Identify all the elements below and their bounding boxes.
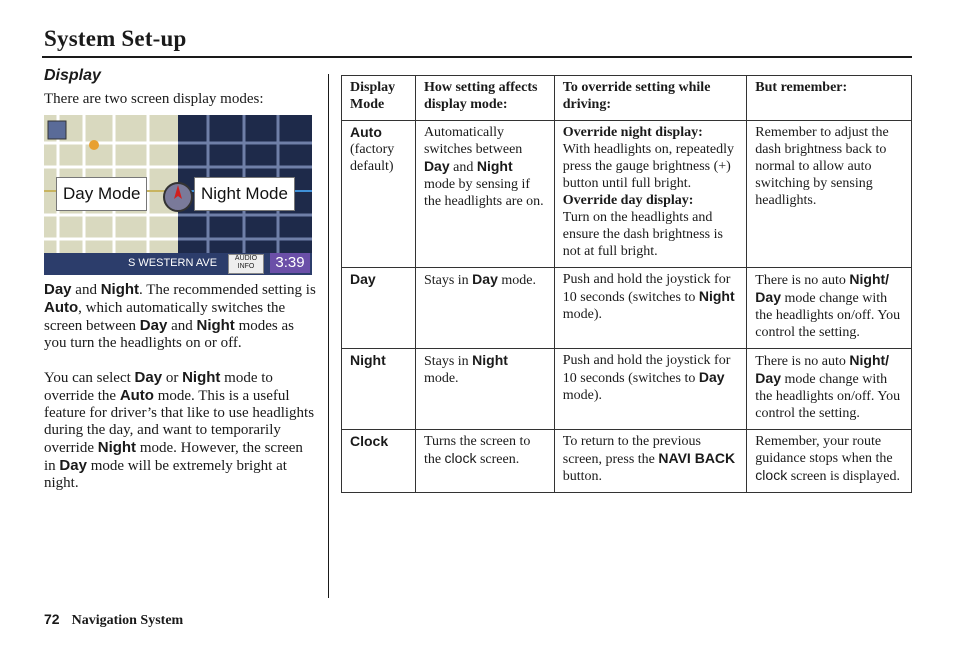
display-modes-screenshot [44, 115, 312, 275]
clock-readout: 3:39 [270, 253, 310, 273]
how-cell: Stays in Day mode. [415, 268, 554, 349]
header-display-mode: Display Mode [342, 76, 416, 121]
column-divider [328, 74, 329, 598]
left-column [44, 67, 316, 492]
day-mode-label: Day Mode [56, 177, 147, 211]
paragraph-modes: Day and Night. The recommended setting is Auto, which automatically switches the screen between Day and Night modes as you turn the headlights on or off. [44, 281, 316, 351]
page-footer [44, 611, 183, 629]
header-remember: But remember: [747, 76, 912, 121]
table-row-day [342, 268, 912, 349]
title-divider [42, 56, 912, 58]
remember-cell: Remember, your route guidance stops when the clock screen is displayed. [747, 430, 912, 493]
table-row-night [342, 349, 912, 430]
mode-cell: Day [342, 268, 416, 349]
how-cell: Stays in Night mode. [415, 349, 554, 430]
footer-label: Navigation System [71, 613, 184, 628]
mode-cell: Auto (factory default) [342, 121, 416, 268]
header-override: To override setting while driving: [554, 76, 747, 121]
override-cell: To return to the previous screen, press the NAVI BACK button. [554, 430, 747, 493]
audio-info-button: AUDIO INFO [228, 254, 264, 274]
compass-icon [162, 181, 194, 213]
how-cell: Turns the screen to the clock screen. [415, 430, 554, 493]
remember-cell: There is no auto Night/ Day mode change with the headlights on/off. You control the setting. [747, 349, 912, 430]
page-number: 72 [44, 611, 60, 627]
override-cell: Push and hold the joystick for 10 seconds (switches to Night mode). [554, 268, 747, 349]
display-modes-table [341, 75, 912, 493]
override-cell: Push and hold the joystick for 10 seconds (switches to Day mode). [554, 349, 747, 430]
table-row-auto [342, 121, 912, 268]
paragraph-override: You can select Day or Night mode to override the Auto mode. This is a useful feature for driver’s that like to use headlights during the day, and want to temporarily override Night mode. However, the screen in Day mode will be extremely bright at night. [44, 369, 315, 491]
how-cell: Automatically switches between Day and Night mode by sensing if the headlights are on. [415, 121, 554, 268]
mode-cell: Clock [342, 430, 416, 493]
override-cell: Override night display: With headlights on, repeatedly press the gauge brightness (+) button until full bright. Override day display: Turn on the headlights and ensure the dash brightness is not at full bright. [554, 121, 747, 268]
night-mode-label: Night Mode [194, 177, 295, 211]
intro-text: There are two screen display modes: [44, 91, 264, 107]
page-title: System Set-up [44, 26, 187, 51]
table-row-clock [342, 430, 912, 493]
street-name: S WESTERN AVE [128, 257, 218, 269]
mode-cell: Night [342, 349, 416, 430]
remember-cell: There is no auto Night/ Day mode change with the headlights on/off. You control the setting. [747, 268, 912, 349]
remember-cell: Remember to adjust the dash brightness back to normal to allow auto switching by sensing headlights. [747, 121, 912, 268]
header-how-setting: How setting affects display mode: [415, 76, 554, 121]
table-header-row [342, 76, 912, 121]
section-heading: Display [44, 67, 101, 84]
